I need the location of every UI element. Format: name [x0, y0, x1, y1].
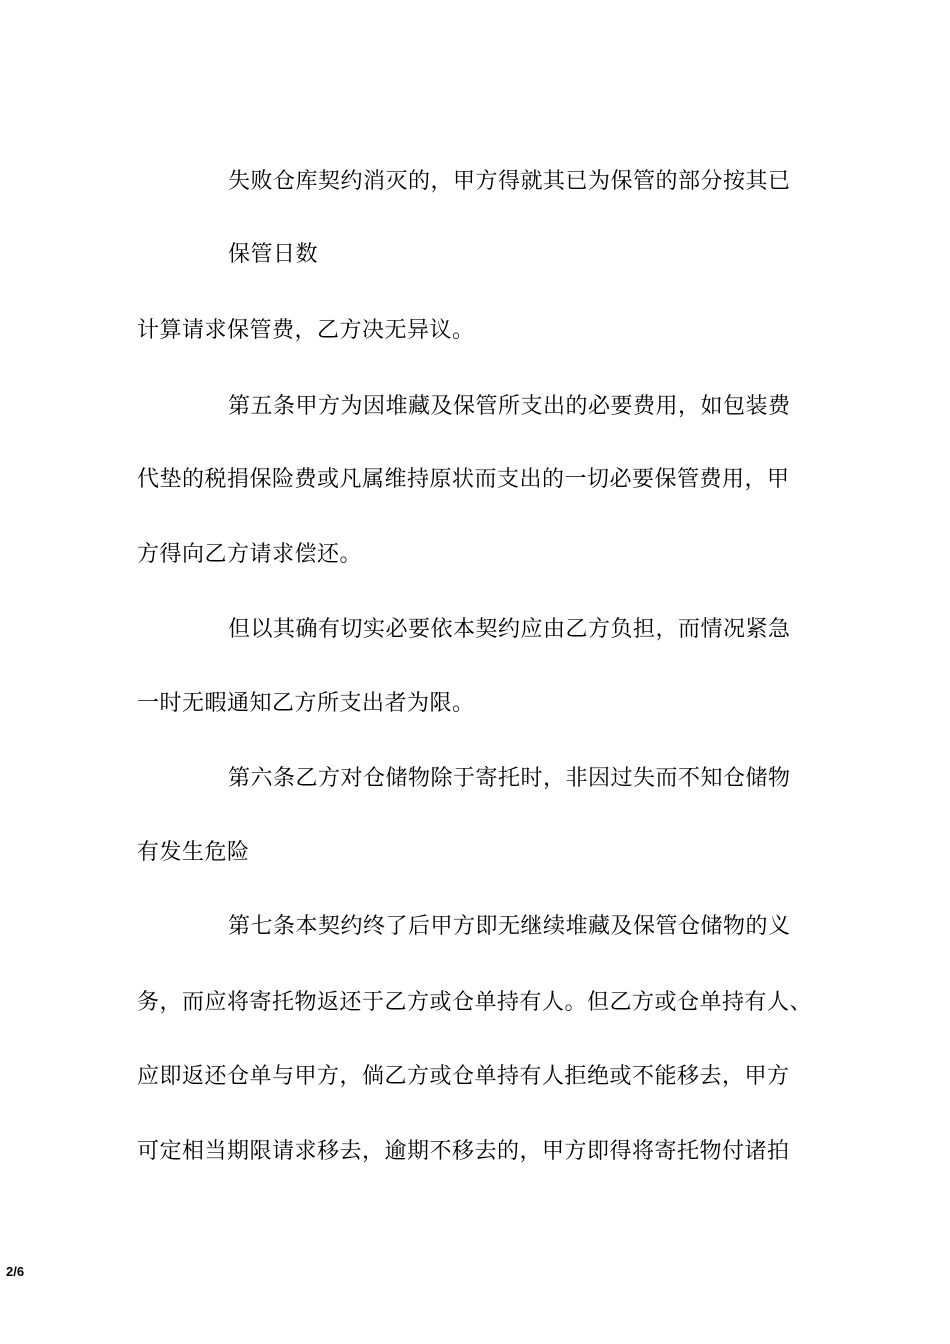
text-line: 可定相当期限请求移去，逾期不移去的，甲方即得将寄托物付诸拍	[137, 1139, 790, 1164]
text-line: 一时无暇通知乙方所支出者为限。	[137, 691, 475, 716]
text-line: 第六条乙方对仓储物除于寄托时，非因过失而不知仓储物	[228, 766, 791, 791]
text-line: 有发生危险	[137, 840, 250, 865]
text-line: 第五条甲方为因堆藏及保管所支出的必要费用，如包装费	[228, 394, 791, 419]
text-line: 代垫的税捐保险费或凡属维持原状而支出的一切必要保管费用，甲	[137, 467, 790, 492]
text-line: 应即返还仓单与甲方，倘乙方或仓单持有人拒绝或不能移去，甲方	[137, 1064, 790, 1089]
text-line: 但以其确有切实必要依本契约应由乙方负担，而情况紧急	[228, 617, 791, 642]
text-line: 第七条本契约终了后甲方即无继续堆藏及保管仓储物的义	[228, 914, 791, 939]
text-line: 计算请求保管费，乙方决无异议。	[137, 318, 475, 343]
text-line: 保管日数	[228, 242, 319, 267]
text-line: 失败仓库契约消灭的，甲方得就其已为保管的部分按其已	[228, 169, 791, 194]
text-line: 务，而应将寄托物返还于乙方或仓单持有人。但乙方或仓单持有人、	[137, 990, 813, 1015]
text-line: 方得向乙方请求偿还。	[137, 542, 363, 567]
page-number: 2/6	[6, 1264, 25, 1279]
